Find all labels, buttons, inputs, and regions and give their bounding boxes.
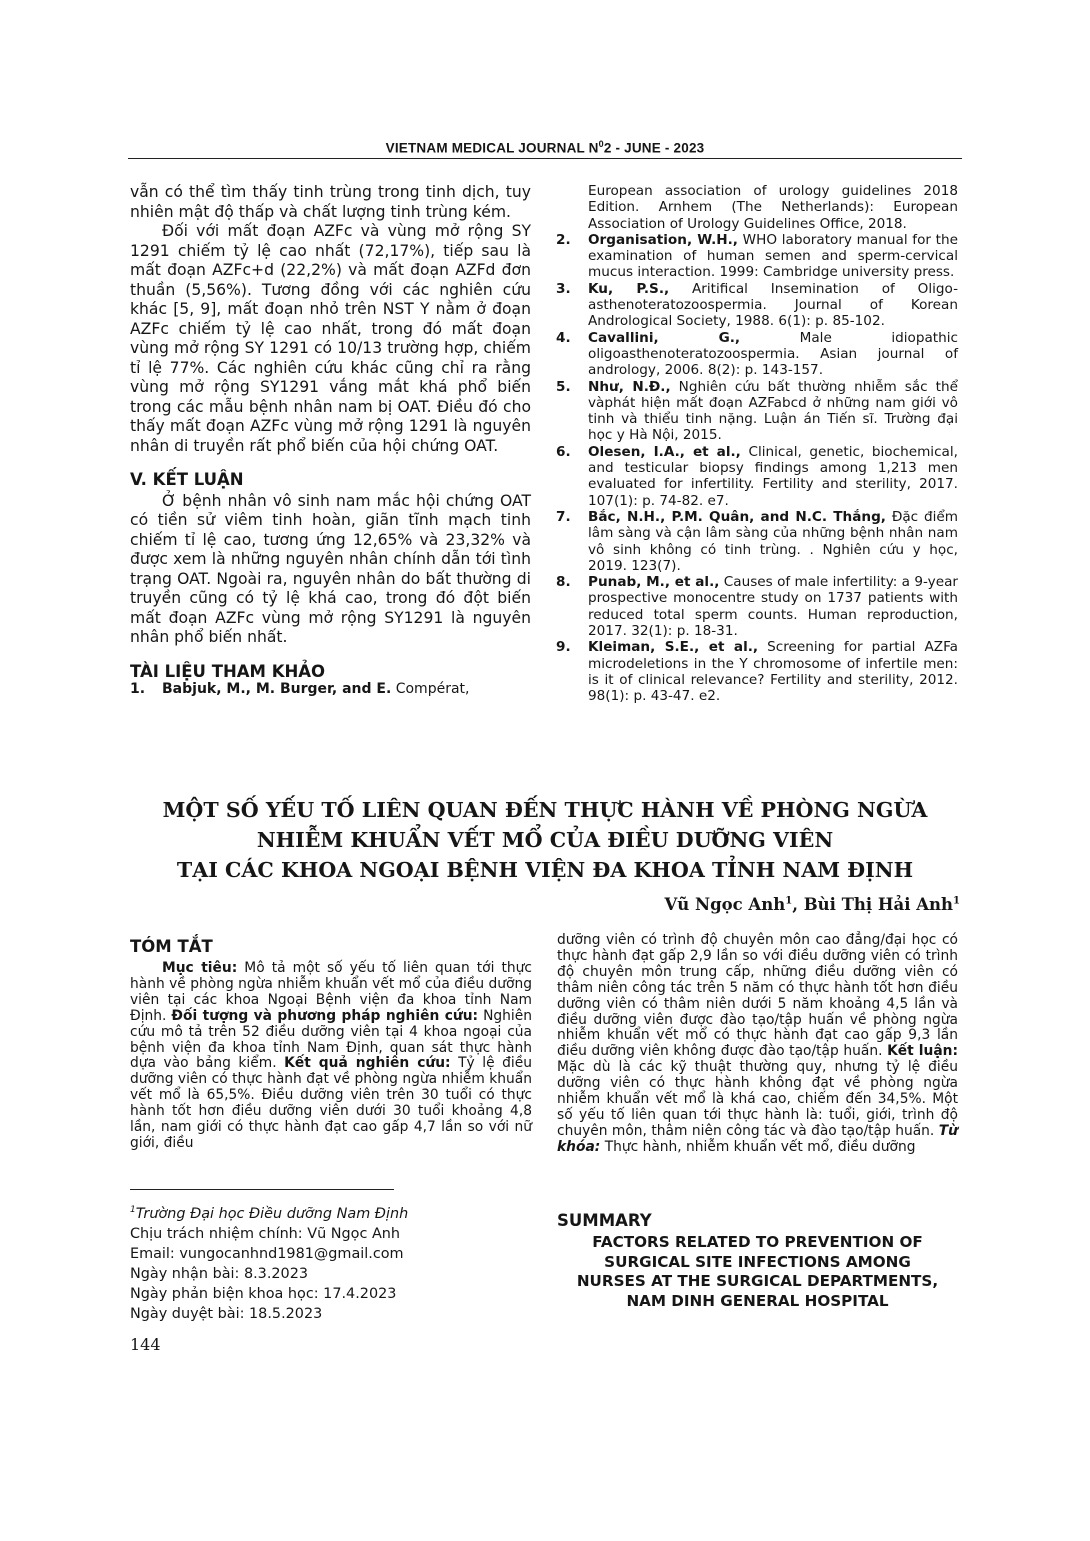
reference-item-1 — [556, 183, 958, 232]
section-heading-references: TÀI LIỆU THAM KHẢO — [130, 661, 326, 681]
label-methods: Đối tượng và phương pháp nghiên cứu: — [171, 1007, 479, 1024]
reference-text: Causes of male infertility: a 9-year prospective monocentre study on 1737 patients with reduced total sperm counts. Human reproduction, 2017. 32(1): p. 18-31. — [588, 574, 958, 640]
reference-item-5 — [556, 379, 958, 444]
label-objective: Mục tiêu: — [162, 960, 238, 976]
author-1: Vũ Ngọc Anh — [664, 895, 786, 914]
reference-item-6 — [556, 444, 958, 509]
reference-authors: Kleiman, S.E., et al., — [588, 639, 759, 656]
journal-header — [128, 139, 962, 156]
title-line-3: TẠI CÁC KHOA NGOẠI BỆNH VIỆN ĐA KHOA TỈNH NAM ĐỊNH — [176, 858, 914, 882]
reference-text: Nghiên cứu bất thường nhiễm sắc thể vàphát hiện mất đoạn AZFabcd ở những nam giới vô tinh và thiểu tinh nặng. Luận án Tiến sĩ. Trường đại học y Hà Nội, 2015. — [588, 378, 958, 444]
reference-item-9 — [556, 639, 958, 704]
paragraph-discussion: Đối với mất đoạn AZFc và vùng mở rộng SY 1291 chiếm tỷ lệ cao nhất (72,17%), tiếp sau là mất đoạn AZFc+d (22,2%) và mất đoạn AZFd đơn thuần (5,56%). Tương đồng với các nghiên cứu khác [5, 9], mất đoạn nhỏ trên NST Y nằm ở đoạn AZFc chiếm tỷ lệ cao nhất, trong đó mất đoạn vùng mở rộng SY 1291 có 10/13 trường hợp, chiếm tỉ lệ 77%. Các nghiên cứu khác cũng chỉ ra rằng vùng mở rộng SY1291 vắng mắt khá phổ biến trong các mẫu bệnh nhân nam bị OAT. Điều đó cho thấy mất đoạn AZFc vùng mở rộng 1291 là nguyên nhân di truyền rất phổ biến của hội chứng OAT. — [130, 222, 531, 455]
author-1-affiliation: 1 — [785, 895, 793, 907]
reference-authors: Như, N.Đ., — [588, 378, 671, 395]
title-line-1: MỘT SỐ YẾU TỐ LIÊN QUAN ĐẾN THỰC HÀNH VỀ PHÒNG NGỪA — [162, 798, 928, 822]
text-objective: Mô tả một số yếu tố liên quan tới thực hành về phòng ngừa nhiễm khuẩn vết mổ của điều dưỡng viên tại các khoa Ngoại Bệnh viện đa khoa tỉnh Nam Định. — [130, 960, 532, 1024]
author-2-affiliation: 1 — [953, 895, 960, 907]
reference-text: Screening for partial AZFa microdeletions in the Y chromosome of infertile men: is it of clinical relevance? Fertility and sterility, 2012. 98(1): p. 43-47. e2. — [588, 639, 958, 705]
reference-number: 4. — [556, 329, 571, 346]
reference-item-7 — [556, 509, 958, 574]
reference-number: 7. — [556, 508, 571, 525]
footnote-email: Email: vungocanhnd1981@gmail.com — [130, 1245, 404, 1262]
header-rule — [128, 158, 962, 159]
reference-number: 2. — [556, 231, 571, 248]
reference-text: Compérat, — [391, 681, 470, 697]
footnote-received: Ngày nhận bài: 8.3.2023 — [130, 1266, 309, 1283]
label-conclusion: Kết luận: — [887, 1043, 958, 1060]
reference-item-1 — [130, 681, 531, 697]
text-keywords: Thực hành, nhiễm khuẩn vết mổ, điều dưỡng — [600, 1138, 916, 1155]
reference-number: 5. — [556, 378, 571, 395]
summary-heading: SUMMARY — [557, 1211, 652, 1230]
summary-title-line-4: NAM DINH GENERAL HOSPITAL — [626, 1291, 889, 1310]
text-results: Tỷ lệ điều dưỡng viên có thực hành đạt về phòng ngừa nhiễm khuẩn vết mổ là 65,5%. Điều dưỡng viên trên 30 tuổi có thực hành tốt hơn điều dưỡng viên dưới 30 tuổi khoảng 4,8 lần, nam giới có thực hành đạt cao gấp 4,7 lần so với nữ giới, điều — [130, 1055, 532, 1151]
paragraph-continuation: vẫn có thể tìm thấy tinh trùng trong tinh dịch, tuy nhiên mật độ thấp và chất lượng tinh trùng kém. — [130, 183, 531, 221]
reference-authors: Cavallini, G., — [588, 329, 741, 346]
footnote-responsible: Chịu trách nhiệm chính: Vũ Ngọc Anh — [130, 1225, 401, 1242]
journal-number-sup: 0 — [598, 139, 604, 149]
reference-authors: Organisation, W.H., — [588, 231, 738, 248]
footnote — [130, 1200, 532, 1324]
reference-authors: Babjuk, M., M. Burger, and E. — [162, 681, 392, 697]
footnote-reviewed: Ngày phản biện khoa học: 17.4.2023 — [130, 1286, 397, 1303]
article-title — [130, 795, 960, 885]
summary-title — [557, 1233, 958, 1311]
title-line-2: NHIỄM KHUẨN VẾT MỔ CỦA ĐIỀU DƯỠNG VIÊN — [256, 828, 834, 852]
reference-text: WHO laboratory manual for the examination of human semen and sperm-cervical mucus interaction. 1999: Cambridge university press. — [588, 231, 958, 281]
label-results: Kết quả nghiên cứu: — [284, 1055, 451, 1072]
summary-title-line-3: NURSES AT THE SURGICAL DEPARTMENTS, — [576, 1272, 939, 1290]
reference-number: 3. — [556, 280, 571, 297]
reference-text: Male idiopathic oligoasthenoteratozoospermia. Asian journal of andrology, 2006. 8(2): p. 143-157. — [588, 329, 958, 379]
reference-authors: Olesen, I.A., et al., — [588, 443, 741, 460]
abstract-heading: TÓM TẮT — [130, 937, 213, 956]
label-keywords: Từ khóa: — [557, 1122, 958, 1155]
left-column-top — [130, 183, 531, 697]
affiliation-text: Trường Đại học Điều dưỡng Nam Định — [135, 1205, 409, 1222]
author-2: Bùi Thị Hải Anh — [803, 895, 954, 914]
reference-number: 1. — [130, 681, 146, 697]
summary-title-line-1: FACTORS RELATED TO PREVENTION OF — [592, 1233, 923, 1251]
footnote-sup: 1 — [130, 1205, 136, 1215]
reference-text: Aritifical Insemination of Oligo-asthenoteratozoospermia. Journal of Korean Andrological Society, 1988. 6(1): p. 85-102. — [588, 280, 959, 330]
abstract-text-left — [130, 961, 532, 1152]
reference-authors: Punab, M., et al., — [588, 574, 720, 591]
article-authors — [560, 895, 960, 914]
reference-text: Đặc điểm lâm sàng và cận lâm sàng của những bệnh nhân nam vô sinh không có tinh trùng. . Nghiên cứu y học, 2019. 123(7). — [588, 508, 958, 574]
paragraph-conclusion: Ở bệnh nhân vô sinh nam mắc hội chứng OAT có tiền sử viêm tinh hoàn, giãn tĩnh mạch tinh chiếm tỉ lệ cao, tương ứng 12,65% và 23,32% và được xem là những nguyên nhân chính dẫn tới tình trạng OAT. Ngoài ra, nguyên nhân do bất thường di truyền cũng có tỷ lệ khá cao, trong đó đột biến mất đoạn AZFc vùng mở rộng SY1291 là nguyên nhân phổ biến nhất. — [130, 491, 531, 646]
author-separator: , — [792, 895, 804, 914]
reference-list — [556, 183, 958, 705]
reference-number: 6. — [556, 443, 571, 460]
summary-title-line-2: SURGICAL SITE INFECTIONS AMONG — [604, 1252, 911, 1271]
reference-authors: Ku, P.S., — [588, 280, 670, 297]
page-number: 144 — [130, 1335, 161, 1354]
text-methods: Nghiên cứu mô tả trên 52 điều dưỡng viên tại 4 khoa ngoại của bệnh viện đa khoa tỉnh Nam Định, quan sát thực hành dựa vào bảng kiểm. — [130, 1007, 532, 1072]
abstract-text-right — [557, 933, 958, 1156]
reference-authors: Bắc, N.H., P.M. Quân, and N.C. Thắng, — [588, 508, 886, 525]
reference-text: Clinical, genetic, biochemical, and testicular biopsy findings among 1,213 men evaluated for infertility. Fertility and sterility, 2017. 107(1): p. 74-82. e7. — [588, 443, 958, 509]
reference-item-8 — [556, 574, 958, 639]
reference-number: 8. — [556, 574, 571, 591]
footnote-accepted: Ngày duyệt bài: 18.5.2023 — [130, 1306, 323, 1323]
reference-item-2 — [556, 232, 958, 281]
reference-item-4 — [556, 330, 958, 379]
text-conclusion: Mặc dù là các kỹ thuật thường quy, nhưng tỷ lệ điều dưỡng viên có thực hành không đạt về phòng ngừa nhiễm khuẩn vết mổ là khá cao, chiếm đến 34,5%. Một số yếu tố liên quan tới thực hành là: tuổi, giới, trình độ chuyên môn, thâm niên công tác và đào tạo/tập huấn. — [557, 1059, 958, 1139]
reference-item-3 — [556, 281, 958, 330]
journal-name: VIETNAM MEDICAL JOURNAL N — [385, 140, 599, 156]
section-heading-conclusion: V. KẾT LUẬN — [130, 470, 244, 489]
footnote-affiliation — [130, 1200, 532, 1224]
reference-number: 9. — [556, 639, 571, 656]
text-results-cont: dưỡng viên có trình độ chuyên môn cao đẳng/đại học có thực hành đạt gấp 2,9 lần so với điều dưỡng viên có trình độ chuyên môn trung cấp, những điều dưỡng viên có thâm niên công tác trên 5 năm có thực hành tốt hơn điều dưỡng viên có thâm niên dưới 5 năm khoảng 4,5 lần và điều dưỡng viên được đào tạo/tập huấn về phòng ngừa nhiễm khuẩn vết mổ có thực hành đạt cao gấp 9,3 lần điều dưỡng viên không được đào tạo/tập huấn. — [557, 932, 958, 1060]
journal-issue: 2 - JUNE - 2023 — [603, 140, 705, 156]
reference-text: European association of urology guidelines 2018 Edition. Arnhem (The Netherlands): European Association of Urology Guidelines Office, 2018. — [588, 183, 958, 232]
footnote-rule — [130, 1189, 394, 1190]
